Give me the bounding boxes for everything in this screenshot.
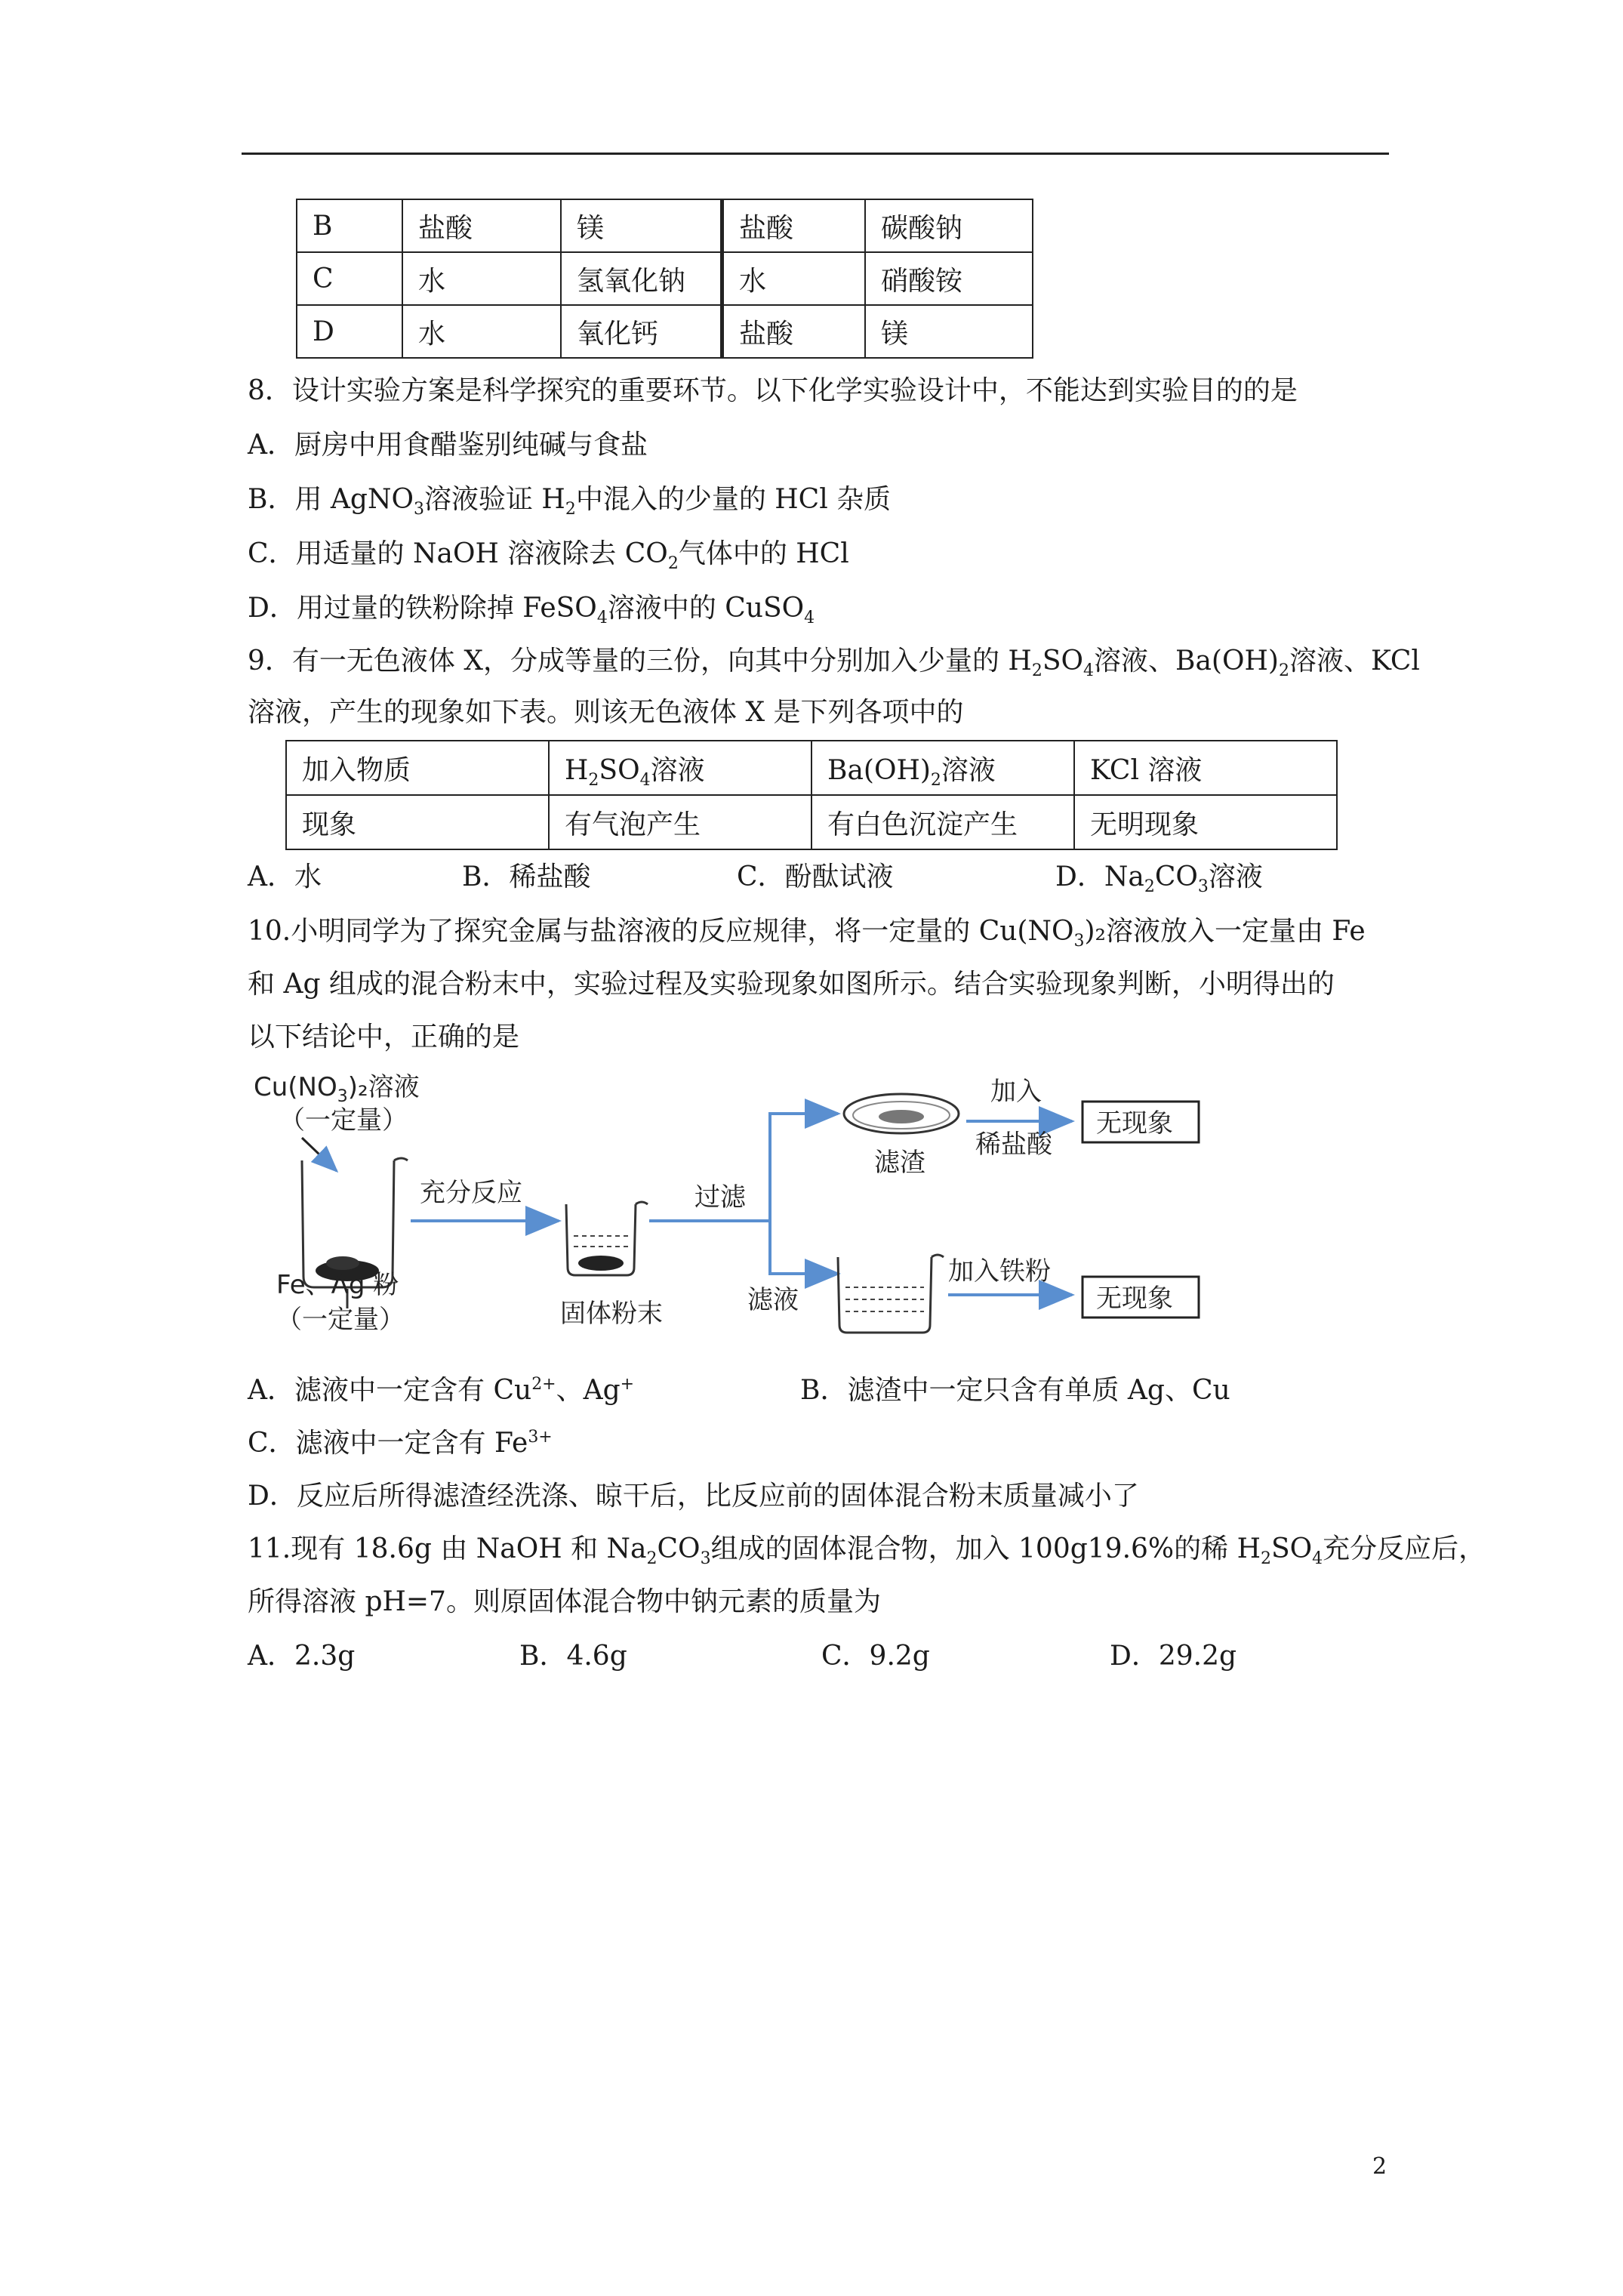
table-cell: KCl 溶液 <box>1074 741 1337 795</box>
subscript: 2 <box>1144 877 1155 897</box>
subscript: 4 <box>1083 661 1095 681</box>
table-cell: C <box>297 252 402 305</box>
superscript: + <box>620 1375 635 1394</box>
table-row <box>297 305 1033 358</box>
text: 充分反应后， <box>1323 1533 1486 1564</box>
result-no-phenomenon: 无现象 <box>1096 1284 1173 1314</box>
table-row <box>286 741 1337 795</box>
text: 10.小明同学为了探究金属与盐溶液的反应规律，将一定量的 Cu(NO <box>248 916 1074 947</box>
text: D．用过量的铁粉除掉 FeSO <box>248 593 597 624</box>
text: 组成的固体混合物，加入 100g19.6%的稀 H <box>710 1533 1261 1564</box>
q11-option-a: A．2.3g <box>248 1641 356 1672</box>
beaker-icon <box>566 1202 648 1275</box>
solid-powder-label: 固体粉末 <box>560 1299 663 1329</box>
table-row <box>297 252 1033 305</box>
table-row <box>297 199 1033 252</box>
subscript: 4 <box>639 770 651 790</box>
superscript: 2+ <box>531 1375 556 1394</box>
q8-option-d <box>248 590 815 627</box>
beaker-icon <box>838 1255 944 1333</box>
text: C．滤液中一定含有 Fe <box>248 1428 528 1459</box>
header-rule <box>242 153 1389 155</box>
subscript: 2 <box>588 770 599 790</box>
q11-stem-line1 <box>248 1531 1486 1567</box>
q8-stem: 8．设计实验方案是科学探究的重要环节。以下化学实验设计中，不能达到实验目的的是 <box>248 375 1298 406</box>
table-row <box>286 795 1337 849</box>
table-cell <box>549 741 812 795</box>
text: Ba(OH) <box>827 754 931 786</box>
q8-option-a: A．厨房中用食醋鉴别纯碱与食盐 <box>248 430 648 461</box>
subscript: 2 <box>1260 1549 1271 1569</box>
result-no-phenomenon: 无现象 <box>1096 1108 1173 1139</box>
table-cell: 水 <box>402 305 561 358</box>
text: 、Ag <box>556 1375 621 1406</box>
subscript: 3 <box>700 1549 711 1569</box>
table-cell: 碳酸钠 <box>865 199 1033 252</box>
filtrate-label: 滤液 <box>747 1285 799 1315</box>
q9-stem-line1 <box>248 643 1420 680</box>
add-iron-label: 加入铁粉 <box>948 1256 1051 1287</box>
text: CO <box>1154 861 1198 892</box>
q10-option-c <box>248 1425 553 1462</box>
table-cell: 氢氧化钠 <box>561 252 722 305</box>
q10-option-a <box>248 1373 634 1409</box>
text: 溶液、KCl <box>1289 646 1420 676</box>
text: )₂溶液放入一定量由 Fe <box>1084 916 1366 947</box>
table-cell: 氧化钙 <box>561 305 722 358</box>
text: H <box>565 754 589 786</box>
reagent-label: $Cu(NO_3)_2$溶液 <box>254 1072 420 1106</box>
text: 溶液 <box>650 754 705 786</box>
text: SO <box>1042 646 1084 676</box>
q10-stem-line1 <box>248 914 1366 950</box>
text: A．滤液中一定含有 Cu <box>248 1375 532 1406</box>
q9-stem-line2: 溶液，产生的现象如下表。则该无色液体 X 是下列各项中的 <box>248 697 964 728</box>
text: 溶液 <box>1208 861 1263 892</box>
subscript: 2 <box>667 554 679 574</box>
q11-stem-line2: 所得溶液 pH=7。则原固体混合物中钠元素的质量为 <box>248 1586 881 1617</box>
table-cell: 有气泡产生 <box>549 795 812 849</box>
q9-option-b: B．稀盐酸 <box>462 861 591 892</box>
text: SO <box>599 754 640 786</box>
superscript: 3+ <box>528 1428 553 1447</box>
subscript: 3 <box>1197 877 1209 897</box>
subscript: 2 <box>1031 661 1042 681</box>
text: SO <box>1270 1533 1313 1564</box>
table-cell: 盐酸 <box>722 199 866 252</box>
subscript: 3 <box>1073 932 1085 951</box>
residue-label: 滤渣 <box>874 1148 925 1178</box>
flow-arrow <box>770 1114 838 1221</box>
table-cell: D <box>297 305 402 358</box>
beaker-icon <box>302 1158 408 1287</box>
q10-option-d: D．反应后所得滤渣经洗涤、晾干后，比反应前的固体混合粉末质量减小了 <box>248 1481 1139 1512</box>
q9-option-c: C．酚酞试液 <box>737 861 894 892</box>
table-cell: 水 <box>722 252 866 305</box>
q11-option-d: D．29.2g <box>1110 1641 1237 1672</box>
subscript: 2 <box>646 1549 658 1569</box>
q9-option-a: A．水 <box>248 861 322 892</box>
table-cell: 盐酸 <box>722 305 866 358</box>
q11-option-b: B．4.6g <box>519 1641 627 1672</box>
subscript: 4 <box>596 609 608 628</box>
text: 9．有一无色液体 X，分成等量的三份，向其中分别加入少量的 H <box>248 646 1032 676</box>
q11-option-c: C．9.2g <box>821 1641 930 1672</box>
subscript: 2 <box>1278 661 1289 681</box>
text: CO <box>657 1533 701 1564</box>
dilute-hcl-label: 稀盐酸 <box>975 1130 1052 1160</box>
pour-arrow <box>302 1138 337 1171</box>
experiment-flow-diagram <box>249 1068 1276 1355</box>
table-cell: 无明现象 <box>1074 795 1337 849</box>
subscript: 2 <box>930 770 941 790</box>
table-cell: 镁 <box>865 305 1033 358</box>
q9-option-d <box>1055 859 1263 895</box>
text: D．Na <box>1055 861 1144 892</box>
subscript: 4 <box>1312 1549 1323 1569</box>
q9-phenomena-table <box>285 740 1338 850</box>
powder-label: Fe、Ag 粉 <box>276 1270 399 1300</box>
q10-stem-line2: 和 Ag 组成的混合粉末中，实验过程及实验现象如图所示。结合实验现象判断，小明得出的 <box>248 969 1335 1000</box>
page-number: 2 <box>1372 2153 1387 2180</box>
text: 气体中的 HCl <box>678 538 849 569</box>
q8-option-c <box>248 536 849 572</box>
options-table <box>296 199 1033 359</box>
table-cell: 有白色沉淀产生 <box>812 795 1074 849</box>
table-cell: 硝酸铵 <box>865 252 1033 305</box>
add-label: 加入 <box>990 1077 1042 1107</box>
table-cell: 水 <box>402 252 561 305</box>
text: 溶液验证 H <box>423 484 565 515</box>
subscript: 3 <box>413 500 424 519</box>
q10-stem-line3: 以下结论中，正确的是 <box>248 1022 520 1052</box>
powder-amount-label: （一定量） <box>276 1305 405 1335</box>
text: 11.现有 18.6g 由 NaOH 和 Na <box>248 1533 647 1564</box>
q10-option-b: B．滤渣中一定只含有单质 Ag、Cu <box>800 1375 1230 1406</box>
text: 溶液中的 CuSO <box>607 593 805 624</box>
subscript: 2 <box>565 500 576 519</box>
react-fully-label: 充分反应 <box>420 1178 522 1208</box>
q8-option-b <box>248 482 891 518</box>
table-cell: B <box>297 199 402 252</box>
text: 中混入的少量的 HCl 杂质 <box>575 484 892 515</box>
text: C．用适量的 NaOH 溶液除去 CO <box>248 538 668 569</box>
text: 溶液、Ba(OH) <box>1094 646 1279 676</box>
table-cell: 镁 <box>561 199 722 252</box>
flow-arrow <box>770 1221 838 1274</box>
table-cell: 盐酸 <box>402 199 561 252</box>
text: B．用 AgNO <box>248 484 414 515</box>
table-cell: 现象 <box>286 795 549 849</box>
evaporating-dish-icon <box>844 1094 959 1133</box>
filter-label: 过滤 <box>694 1182 746 1213</box>
text: 溶液 <box>941 754 996 786</box>
reagent-amount-label: （一定量） <box>279 1105 408 1136</box>
subscript: 4 <box>804 609 815 628</box>
table-cell <box>812 741 1074 795</box>
table-cell: 加入物质 <box>286 741 549 795</box>
